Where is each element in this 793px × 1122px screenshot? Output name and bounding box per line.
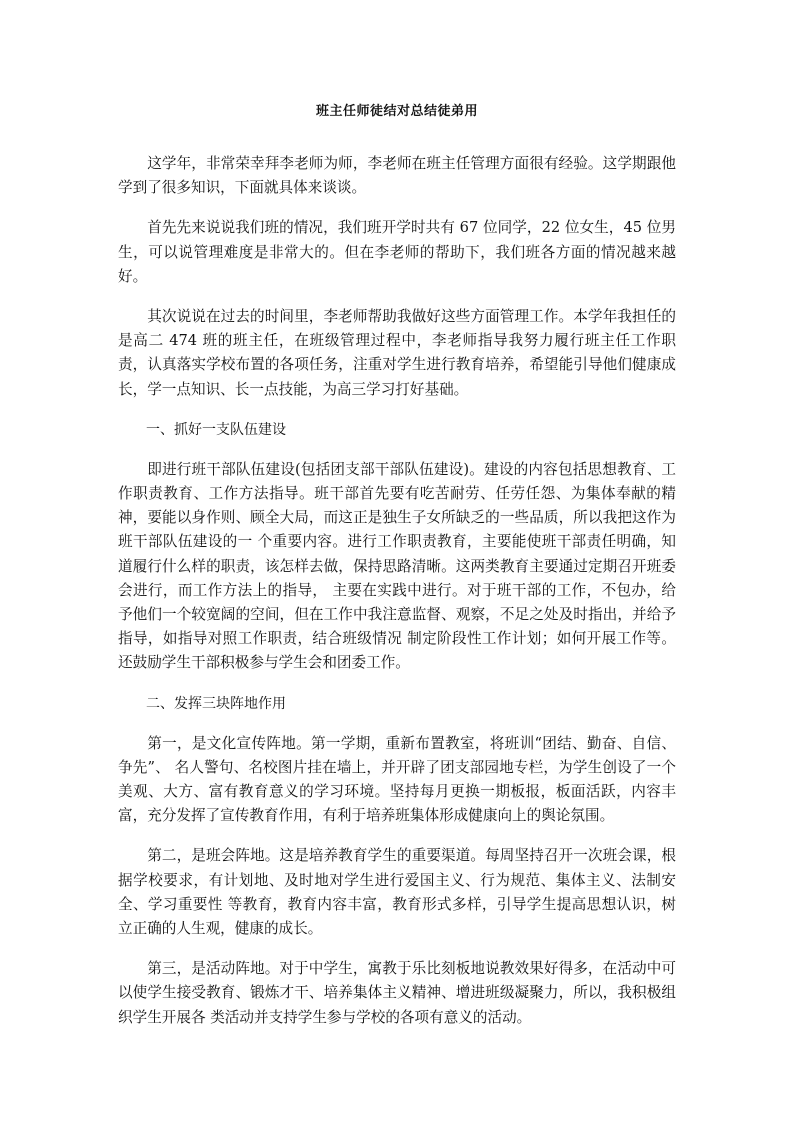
- class-situation-paragraph: 首先先来说说我们班的情况，我们班开学时共有 67 位同学，22 位女生，45 位男生，可以说管理难度是非常大的。但在李老师的帮助下，我们班各方面的情况越来越好。: [118, 219, 676, 285]
- section-1-body: 即进行班干部队伍建设(包括团支部干部队伍建设)。建设的内容包括思想教育、工作职责教育、工作方法指导。班干部首先要有吃苦耐劳、任劳任怨、为集体奉献的精神，要能以身作则、顾全大局，而这正是独生子女所缺乏的一些品质，所以我把这作为班干部队伍建设的一 个重要内容。进行工作职责教育，主要能使班干部责任明确，知道履行什么样的职责，该怎样去做，保持思路清晰。这两类教育主要通过定期召开班委会进行，而工作方法上的指导， 主要在实践中进行。对于班干部的工作，不包办，给予他们一个较宽阔的空间，但在工作中我注意监督、观察，不足之处及时指出，并给予指导，如指导对照工作职责，结合班级情况 制定阶段性工作计划；如何开展工作等。还鼓励学生干部积极参与学生会和团委工作。: [118, 460, 676, 672]
- document-title: 班主任师徒结对总结徒弟用: [315, 104, 478, 119]
- section-1-heading: 一、抓好一支队伍建设: [146, 421, 286, 438]
- section-2-heading: 二、发挥三块阵地作用: [146, 695, 286, 712]
- intro-paragraph: 这学年，非常荣幸拜李老师为师，李老师在班主任管理方面很有经验。这学期跟他学到了很多知识，下面就具体来谈谈。: [118, 155, 676, 197]
- document-page: [118, 102, 676, 1046]
- management-work-paragraph: 其次说说在过去的时间里，李老师帮助我做好这些方面管理工作。本学年我担任的是高二 474 班的班主任，在班级管理过程中，李老师指导我努力履行班主任工作职责，认真落实学校布置的各项任务，注重对学生进行教育培养，希望能引导他们健康成长，学一点知识、长一点技能，为高三学习打好基础。: [118, 308, 676, 398]
- culture-position-paragraph: 第一，是文化宣传阵地。第一学期，重新布置教室，将班训“团结、勤奋、自信、争先”、 名人警句、名校图片挂在墙上，并开辟了团支部园地专栏，为学生创设了一个美观、大方、富有教育意义的学习环境。坚持每月更换一期板报，板面活跃，内容丰富，充分发挥了宣传教育作用，有利于培养班集体形成健康向上的舆论氛围。: [118, 734, 676, 825]
- activity-position-paragraph: 第三，是活动阵地。对于中学生，寓教于乐比刻板地说教效果好得多，在活动中可以使学生接受教育、锻炼才干、培养集体主义精神、增进班级凝聚力，所以，我积极组织学生开展各 类活动并支持学生参与学校的各项有意义的活动。: [118, 960, 676, 1026]
- class-meeting-paragraph: 第二，是班会阵地。这是培养教育学生的重要渠道。每周坚持召开一次班会课，根据学校要求，有计划地、及时地对学生进行爱国主义、行为规范、集体主义、法制安全、学习重要性 等教育，教育内容丰富，教育形式多样，引导学生提高思想认识，树立正确的人生观，健康的成长。: [118, 847, 676, 938]
